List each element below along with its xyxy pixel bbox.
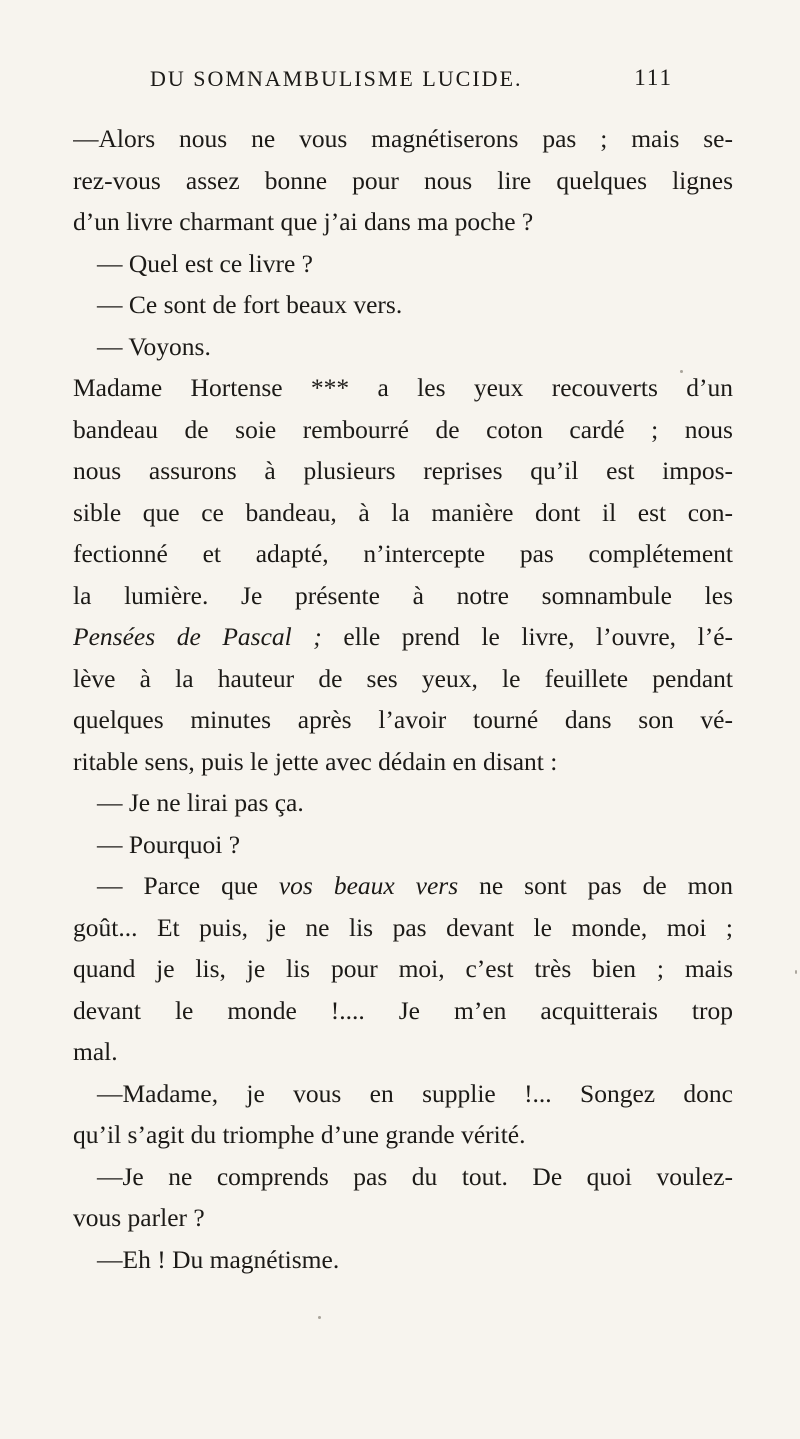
page-number: 111 [634, 65, 673, 90]
text-line [73, 533, 733, 575]
text-segment: lève à la hauteur de ses yeux, le feuillete pendant [73, 663, 733, 693]
text-segment: la lumière. Je présente à notre somnambule les [73, 580, 733, 610]
paper-speck [680, 370, 683, 373]
text-line [73, 284, 733, 326]
text-line [73, 160, 733, 202]
text-line [73, 367, 733, 409]
text-segment: — Je ne lirai pas ça. [97, 788, 304, 817]
text-segment: elle prend le livre, l’ouvre, l’é- [321, 622, 733, 651]
text-segment: qu’il s’agit du triomphe d’une grande vérité. [73, 1120, 526, 1149]
text-segment: bandeau de soie rembourré de coton cardé ; nous [73, 414, 733, 444]
text-segment: —Eh ! Du magnétisme. [97, 1244, 340, 1274]
text-segment: rez-vous assez bonne pour nous lire quelques lignes [73, 165, 733, 195]
text-segment: ne sont pas de mon [458, 871, 733, 900]
text-line [73, 201, 733, 243]
text-segment: Madame Hortense *** a les yeux recouverts d’un [73, 373, 733, 402]
text-segment: —Alors nous ne vous magnétiserons pas ; mais se- [73, 124, 733, 153]
text-line [73, 575, 733, 617]
text-line [73, 1197, 733, 1239]
text-segment: quelques minutes après l’avoir tourné dans son vé- [73, 705, 733, 734]
text-segment: devant le monde !.... Je m’en acquitterais trop [73, 995, 733, 1025]
text-segment: vous parler ? [73, 1203, 205, 1232]
body-text [73, 118, 733, 1280]
text-segment: — Ce sont de fort beaux vers. [97, 290, 403, 319]
text-segment: mal. [73, 1037, 118, 1066]
text-line [73, 990, 733, 1032]
text-line [73, 450, 733, 492]
text-segment: d’un livre charmant que j’ai dans ma poche ? [73, 207, 534, 236]
text-segment: quand je lis, je lis pour moi, c’est très bien ; mais [73, 954, 733, 983]
italic-text: vos beaux vers [278, 871, 459, 900]
running-title: DU SOMNAMBULISME LUCIDE. [150, 66, 523, 91]
text-line [73, 741, 733, 783]
text-line [73, 907, 733, 949]
text-line [73, 782, 733, 824]
text-line [73, 824, 733, 866]
text-segment: nous assurons à plusieurs reprises qu’il est impos- [73, 456, 733, 485]
text-line [73, 1239, 733, 1281]
text-line [73, 1073, 733, 1115]
paper-speck [318, 1316, 321, 1319]
paper-speck [795, 970, 797, 974]
text-line [73, 616, 733, 658]
text-line [73, 1031, 733, 1073]
text-segment: goût... Et puis, je ne lis pas devant le monde, moi ; [73, 912, 733, 942]
text-line [73, 658, 733, 700]
text-segment: — Pourquoi ? [97, 829, 241, 859]
text-segment: — Parce que [97, 871, 279, 900]
text-segment: —Madame, je vous en supplie !... Songez donc [97, 1078, 733, 1108]
text-line [73, 409, 733, 451]
text-line [73, 1114, 733, 1156]
text-segment: — Voyons. [97, 331, 211, 361]
text-line [73, 326, 733, 368]
text-segment: — Quel est ce livre ? [97, 248, 313, 278]
text-line [73, 243, 733, 285]
text-segment: ritable sens, puis le jette avec dédain en disant : [73, 746, 558, 776]
text-segment: sible que ce bandeau, à la manière dont il est con- [73, 497, 733, 527]
text-line [73, 699, 733, 741]
text-line [73, 492, 733, 534]
text-line [73, 948, 733, 990]
italic-text: Pensées de Pascal ; [73, 622, 322, 651]
text-line [73, 865, 733, 907]
text-segment: fectionné et adapté, n’intercepte pas complétement [73, 539, 733, 568]
text-line [73, 1156, 733, 1198]
text-line [73, 118, 733, 160]
text-segment: —Je ne comprends pas du tout. De quoi voulez- [97, 1161, 733, 1191]
